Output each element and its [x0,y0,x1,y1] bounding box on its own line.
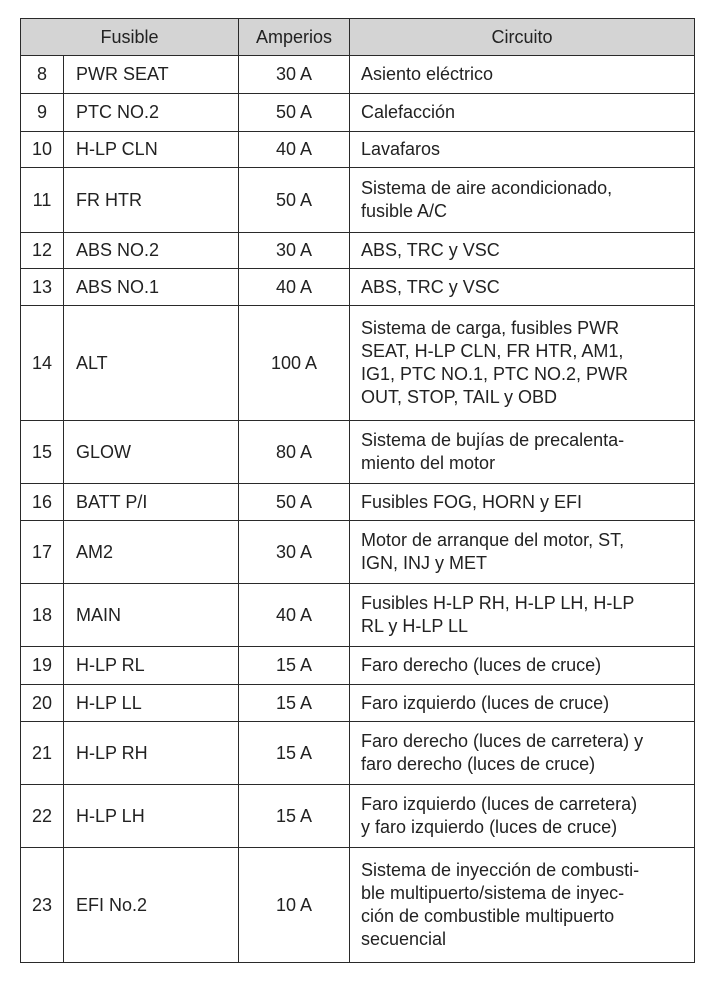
fuse-circuit [350,785,695,848]
fuse-name: H-LP LH [64,785,239,848]
fuse-amperage: 15 A [239,685,350,722]
fuse-amperage: 40 A [239,584,350,647]
fuse-amperage: 30 A [239,521,350,584]
fuse-number: 13 [21,269,64,306]
circuit-line: ción de combustible multipuerto [361,906,615,926]
fuse-name: GLOW [64,421,239,484]
header-circuit: Circuito [350,19,695,56]
fuse-name: PTC NO.2 [64,94,239,132]
fuse-number: 18 [21,584,64,647]
circuit-line: Faro derecho (luces de cruce) [361,655,602,675]
fuse-table [20,18,695,963]
fuse-amperage: 80 A [239,421,350,484]
fuse-circuit [350,848,695,963]
header-amps: Amperios [239,19,350,56]
circuit-line: Sistema de aire acondicionado, [361,178,613,198]
circuit-line: miento del motor [361,453,496,473]
table-row [21,685,695,722]
fuse-number: 23 [21,848,64,963]
fuse-amperage: 30 A [239,233,350,269]
fuse-name: EFI No.2 [64,848,239,963]
header-fuse: Fusible [21,19,239,56]
table-row [21,521,695,584]
fuse-number: 9 [21,94,64,132]
fuse-name: H-LP RH [64,722,239,785]
table-row [21,306,695,421]
fuse-number: 12 [21,233,64,269]
fuse-amperage: 30 A [239,56,350,94]
fuse-number: 22 [21,785,64,848]
fuse-name: H-LP LL [64,685,239,722]
table-row [21,56,695,94]
circuit-line: SEAT, H-LP CLN, FR HTR, AM1, [361,341,624,361]
table-row [21,168,695,233]
fuse-amperage: 50 A [239,94,350,132]
fuse-circuit [350,269,695,306]
table-row [21,584,695,647]
fuse-name: ABS NO.2 [64,233,239,269]
fuse-name: BATT P/I [64,484,239,521]
circuit-line: Sistema de carga, fusibles PWR [361,318,620,338]
circuit-line: Motor de arranque del motor, ST, [361,530,625,550]
circuit-line: IG1, PTC NO.1, PTC NO.2, PWR [361,364,629,384]
fuse-number: 11 [21,168,64,233]
fuse-circuit [350,647,695,685]
circuit-line: Fusibles FOG, HORN y EFI [361,491,583,512]
fuse-amperage: 50 A [239,484,350,521]
table-row [21,421,695,484]
circuit-line: Faro derecho (luces de carretera) y [361,731,644,751]
circuit-line: ble multipuerto/sistema de inyec- [361,883,625,903]
circuit-line: OUT, STOP, TAIL y OBD [361,387,558,407]
circuit-line: faro derecho (luces de cruce) [361,754,596,774]
fuse-amperage: 40 A [239,269,350,306]
fuse-name: AM2 [64,521,239,584]
fuse-circuit [350,233,695,269]
table-row [21,484,695,521]
fuse-amperage: 10 A [239,848,350,963]
table-row [21,848,695,963]
fuse-name: PWR SEAT [64,56,239,94]
fuse-circuit [350,306,695,421]
fuse-circuit [350,685,695,722]
fuse-amperage: 15 A [239,647,350,685]
fuse-number: 19 [21,647,64,685]
circuit-line: RL y H-LP LL [361,616,469,636]
table-row [21,94,695,132]
fuse-amperage: 15 A [239,722,350,785]
header-row [21,19,695,56]
circuit-line: fusible A/C [361,201,448,221]
table-row [21,233,695,269]
fuse-name: ALT [64,306,239,421]
fuse-circuit [350,168,695,233]
circuit-line: Faro izquierdo (luces de cruce) [361,692,610,713]
fuse-circuit [350,421,695,484]
fuse-circuit [350,94,695,132]
circuit-line: Sistema de bujías de precalenta- [361,430,625,450]
circuit-line: ABS, TRC y VSC [361,240,500,260]
circuit-line: ABS, TRC y VSC [361,276,500,297]
circuit-line: Sistema de inyección de combusti- [361,860,640,880]
fuse-number: 14 [21,306,64,421]
table-row [21,785,695,848]
fuse-number: 16 [21,484,64,521]
circuit-line: secuencial [361,929,447,949]
fuse-number: 20 [21,685,64,722]
circuit-line: IGN, INJ y MET [361,553,487,573]
table-row [21,132,695,168]
fuse-circuit [350,132,695,168]
circuit-line: Faro izquierdo (luces de carretera) [361,794,638,814]
fuse-number: 10 [21,132,64,168]
fuse-circuit [350,521,695,584]
table-row [21,722,695,785]
fuse-number: 8 [21,56,64,94]
fuse-number: 17 [21,521,64,584]
circuit-line: Calefacción [361,102,456,122]
fuse-amperage: 40 A [239,132,350,168]
fuse-name: H-LP RL [64,647,239,685]
fuse-table-body [21,56,695,963]
fuse-name: H-LP CLN [64,132,239,168]
fuse-amperage: 100 A [239,306,350,421]
circuit-line: y faro izquierdo (luces de cruce) [361,817,618,837]
circuit-line: Fusibles H-LP RH, H-LP LH, H-LP [361,593,635,613]
table-row [21,269,695,306]
circuit-line: Asiento eléctrico [361,64,494,84]
fuse-circuit [350,584,695,647]
fuse-circuit [350,722,695,785]
fuse-name: ABS NO.1 [64,269,239,306]
fuse-amperage: 50 A [239,168,350,233]
fuse-circuit [350,484,695,521]
fuse-number: 15 [21,421,64,484]
fuse-name: FR HTR [64,168,239,233]
fuse-circuit [350,56,695,94]
table-row [21,647,695,685]
fuse-number: 21 [21,722,64,785]
fuse-amperage: 15 A [239,785,350,848]
fuse-name: MAIN [64,584,239,647]
circuit-line: Lavafaros [361,139,441,159]
